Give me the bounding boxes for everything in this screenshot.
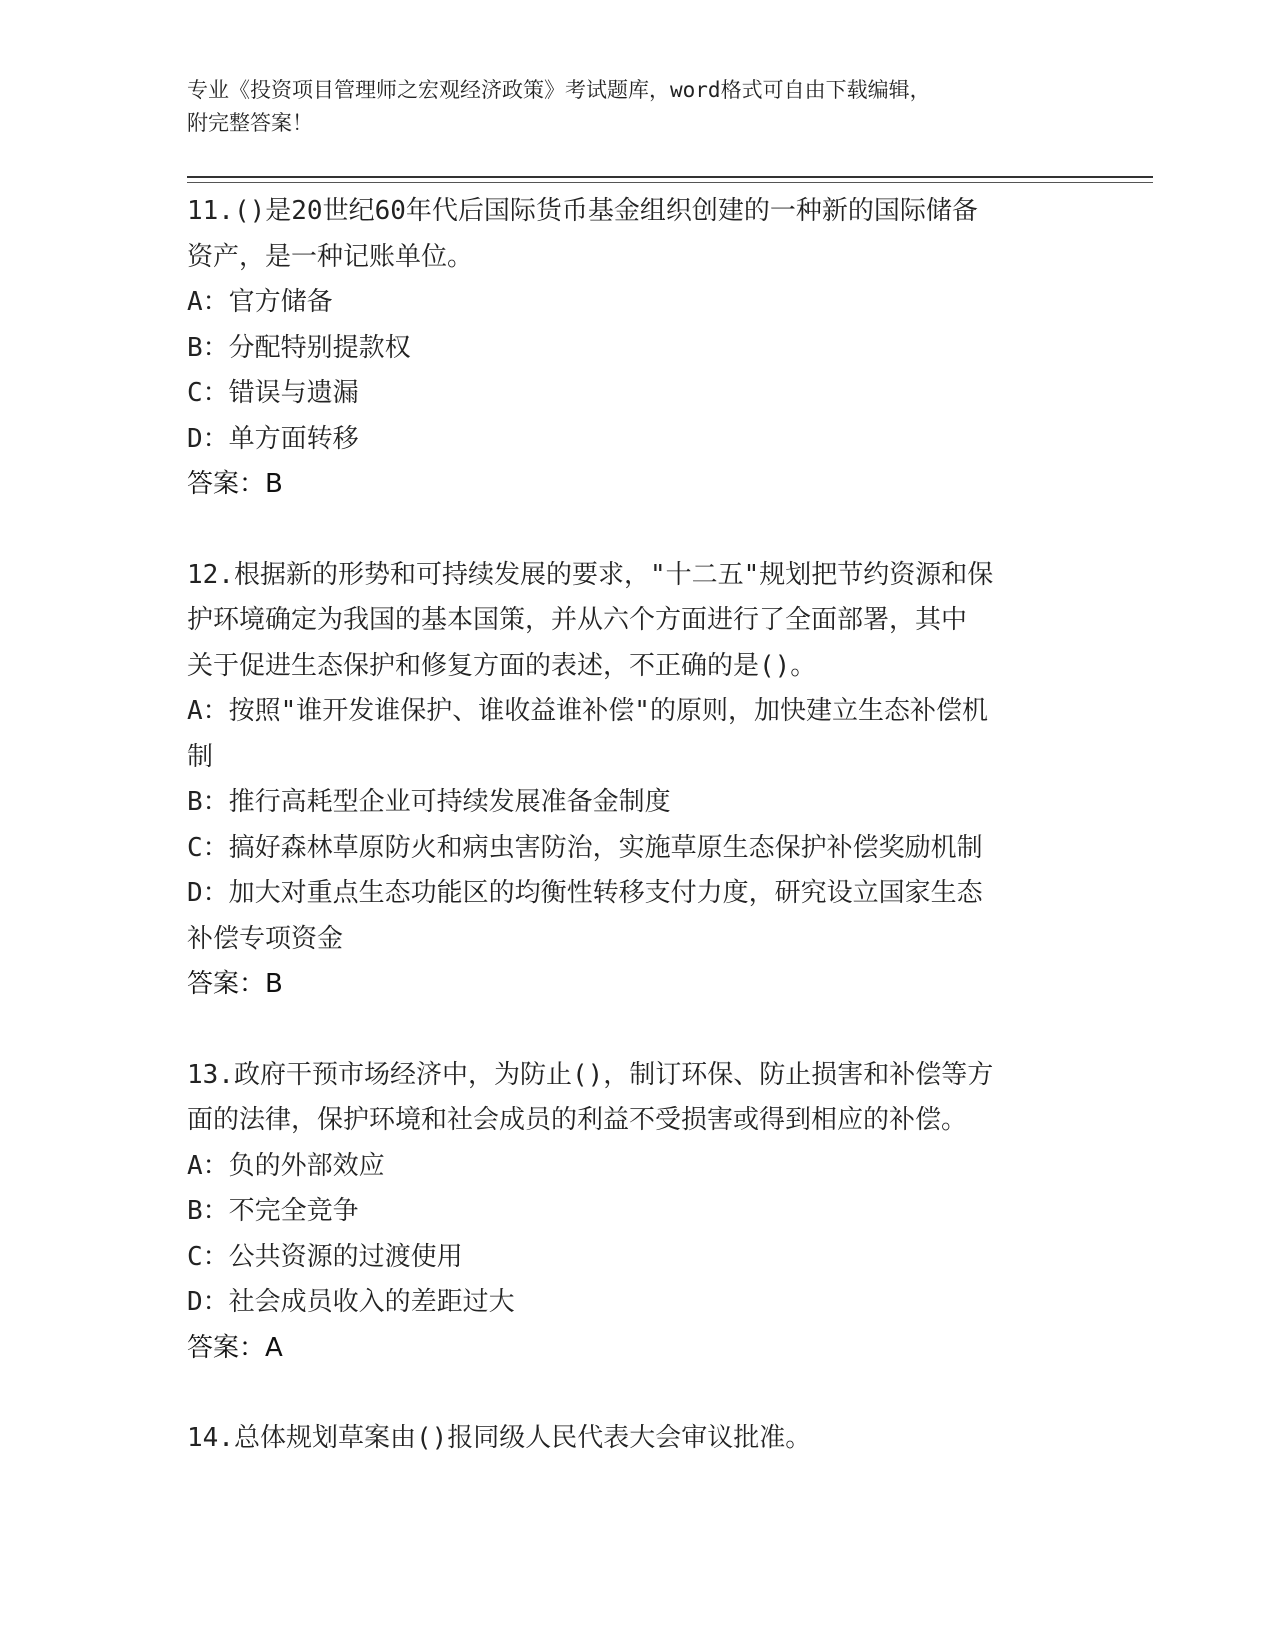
option-line: B：分配特别提款权 <box>187 332 411 363</box>
question-stem-line: 11.()是20世纪60年代后国际货币基金组织创建的一种新的国际储备 <box>187 196 978 226</box>
option-line: B：不完全竞争 <box>187 1196 359 1226</box>
header-divider-thin <box>187 182 1153 183</box>
header-divider-thick <box>187 176 1153 178</box>
header-line: 附完整答案！ <box>187 111 313 135</box>
question-list <box>187 189 1067 1462</box>
question-stem-line: 护环境确定为我国的基本国策，并从六个方面进行了全面部署，其中 <box>187 605 968 635</box>
option-line: C：公共资源的过渡使用 <box>187 1241 463 1272</box>
option-line: C：搞好森林草原防火和病虫害防治，实施草原生态保护补偿奖励机制 <box>187 832 983 863</box>
question-stem-line: 关于促进生态保护和修复方面的表述，不正确的是()。 <box>187 650 817 681</box>
answer-line: 答案：B <box>187 969 283 999</box>
option-line: D：单方面转移 <box>187 423 359 454</box>
option-line: 制 <box>187 741 214 772</box>
option-line: 补偿专项资金 <box>187 923 344 954</box>
option-line: A：按照"谁开发谁保护、谁收益谁补偿"的原则，加快建立生态补偿机 <box>187 696 988 726</box>
question-stem-line: 面的法律，保护环境和社会成员的利益不受损害或得到相应的补偿。 <box>187 1105 968 1135</box>
question-stem-line: 12.根据新的形势和可持续发展的要求，"十二五"规划把节约资源和保 <box>187 559 994 590</box>
question-block <box>187 553 1067 1008</box>
answer-line: 答案：A <box>187 1332 283 1363</box>
answer-line: 答案：B <box>187 469 283 499</box>
header-line: 专业《投资项目管理师之宏观经济政策》考试题库，word格式可自由下载编辑， <box>187 78 931 102</box>
document-header <box>187 74 1067 140</box>
option-line: A：官方储备 <box>187 287 333 317</box>
question-stem-line: 14.总体规划草案由()报同级人民代表大会审议批准。 <box>187 1423 812 1453</box>
question-stem-line: 资产，是一种记账单位。 <box>187 241 474 272</box>
question-block <box>187 1416 1067 1462</box>
option-line: A：负的外部效应 <box>187 1150 385 1181</box>
option-line: B：推行高耗型企业可持续发展准备金制度 <box>187 787 671 817</box>
question-block <box>187 189 1067 508</box>
question-stem-line: 13.政府干预市场经济中，为防止()，制订环保、防止损害和补偿等方 <box>187 1059 994 1090</box>
option-line: C：错误与遗漏 <box>187 378 359 408</box>
option-line: D：社会成员收入的差距过大 <box>187 1287 515 1317</box>
question-block <box>187 1053 1067 1372</box>
option-line: D：加大对重点生态功能区的均衡性转移支付力度，研究设立国家生态 <box>187 878 983 908</box>
